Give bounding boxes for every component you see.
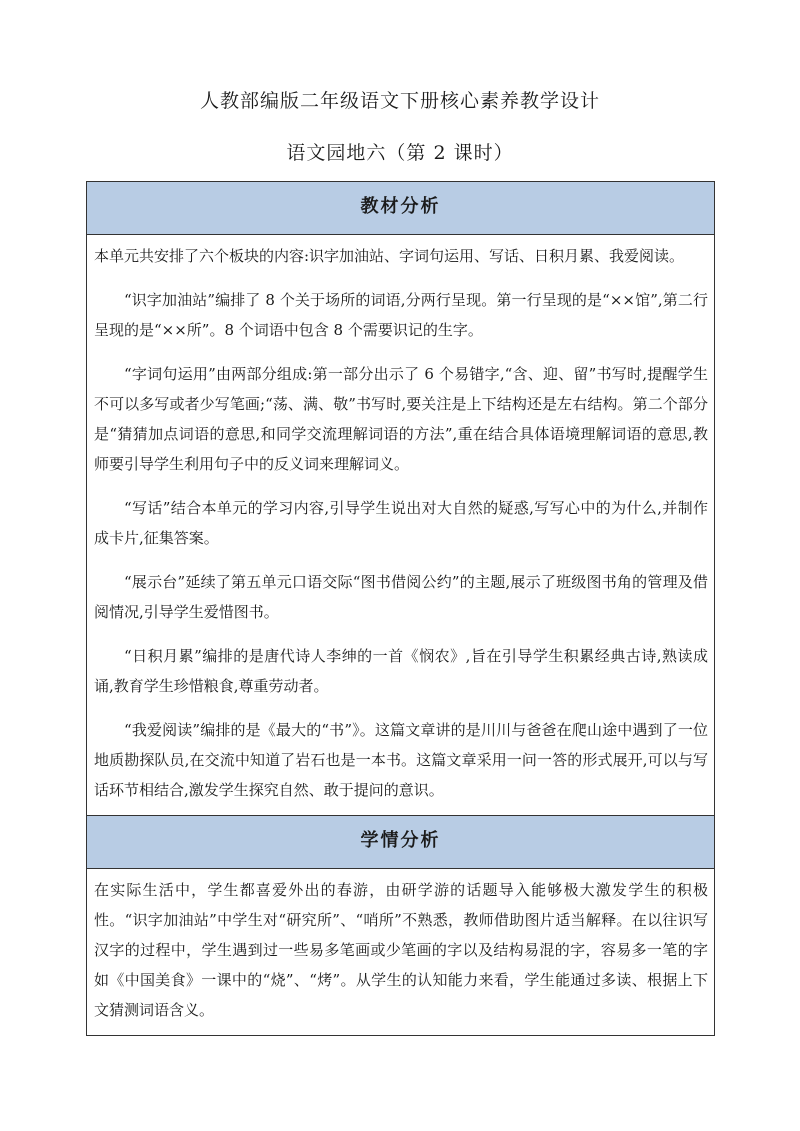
document-subtitle: 语文园地六（第 2 课时）: [286, 142, 514, 164]
paragraph: “字词句运用”由两部分组成:第一部分出示了 6 个易错字,“含、迎、留”书写时,提醒学生不可以多写或者少写笔画;“荡、满、敬”书写时,要关注是上下结构还是左右结构。第二个部分是“猜猜加点词语的意思,和同学交流理解词语的方法”,重在结合具体语境理解词语的意思,教师要引导学生利用句子中的反义词来理解词义。: [94, 365, 708, 473]
paragraph: “我爱阅读”编排的是《最大的“书”》。这篇文章讲的是川川与爸爸在爬山途中遇到了一位地质勘探队员,在交流中知道了岩石也是一本书。这篇文章采用一问一答的形式展开,可以与写话环节相结合,激发学生探究自然、敢于提问的意识。: [94, 721, 708, 799]
paragraph: “识字加油站”编排了 8 个关于场所的词语,分两行呈现。第一行呈现的是“××馆”,第二行呈现的是“××所”。8 个词语中包含 8 个需要识记的生字。: [94, 291, 708, 339]
paragraph: 在实际生活中，学生都喜爱外出的春游，由研学游的话题导入能够极大激发学生的积极性。“识字加油站”中学生对“研究所”、“哨所”不熟悉，教师借助图片适当解释。在以往识写汉字的过程中，学生遇到过一些易多笔画或少笔画的字以及结构易混的字，容易多一笔的字如《中国美食》一课中的“烧”、“烤”。从学生的认知能力来看，学生能通过多读、根据上下文猜测词语含义。: [94, 881, 708, 1019]
lesson-design-table: [86, 181, 715, 1036]
section-header-learner-analysis: 学情分析: [87, 815, 714, 869]
section-body-textbook-analysis: [87, 235, 714, 815]
section-header-textbook-analysis: 教材分析: [87, 182, 714, 235]
paragraph: 本单元共安排了六个板块的内容:识字加油站、字词句运用、写话、日积月累、我爱阅读。: [94, 247, 685, 265]
document-title: 人教部编版二年级语文下册核心素养教学设计: [199, 90, 600, 112]
paragraph: “写话”结合本单元的学习内容,引导学生说出对大自然的疑惑,写写心中的为什么,并制作成卡片,征集答案。: [94, 499, 708, 547]
paragraph: “展示台”延续了第五单元口语交际“图书借阅公约”的主题,展示了班级图书角的管理及借阅情况,引导学生爱惜图书。: [94, 573, 708, 621]
section-body-learner-analysis: [87, 869, 714, 1035]
paragraph: “日积月累”编排的是唐代诗人李绅的一首《悯农》,旨在引导学生积累经典古诗,熟读成诵,教育学生珍惜粮食,尊重劳动者。: [94, 647, 708, 695]
